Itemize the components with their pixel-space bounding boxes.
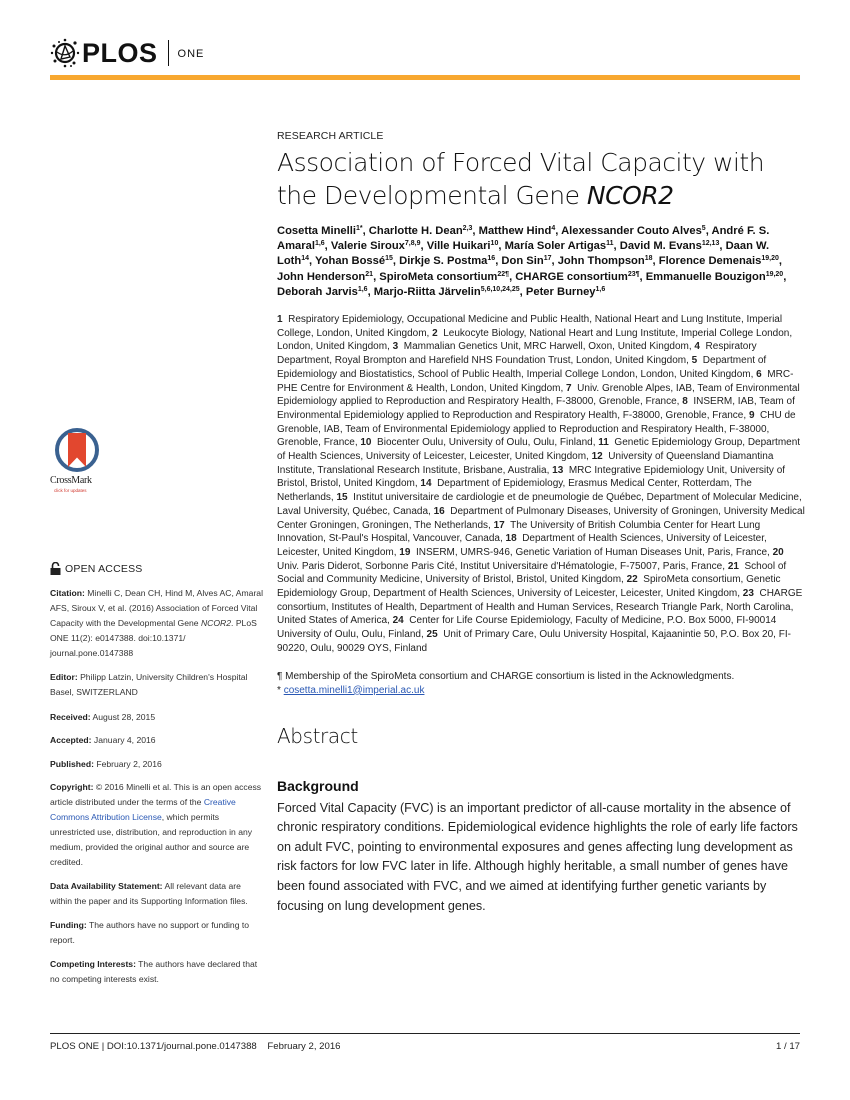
plos-one-logo[interactable] [50,36,204,70]
data-availability-text: All relevant data are within the paper and its Supporting Information files. [50,881,248,906]
author-affiliation-sup: 1,6 [314,240,325,248]
crossmark-sublabel: click for updates [54,488,87,493]
author-name: María Soler Artigas [504,240,607,253]
author-name: John Henderson [277,270,366,283]
affiliation-text: Biocenter Oulu, University of Oulu, Oulu, Finland, [371,437,599,449]
citation-gene: NCOR2 [200,618,232,628]
affiliation-text: Department of Epidemiology, Erasmus Medical Center, Rotterdam, The Netherlands, [277,478,752,504]
author-name: CHARGE consortium [515,270,628,283]
author-affiliation-sup: 1,6 [595,285,606,293]
accepted-label: Accepted: [50,735,92,745]
author-affiliation-sup: 22¶ [497,270,510,278]
logo-journal-text: ONE [177,48,205,60]
open-access-label: OPEN ACCESS [65,562,143,575]
affiliation-number: 8 [682,396,688,408]
corresponding-author [277,684,807,698]
author-name: Cosetta Minelli [277,225,356,237]
abstract-heading: Abstract [277,723,358,748]
page-number: 1 / 17 [775,1041,800,1052]
author-affiliation-sup: 5,6,10,24,25 [480,285,520,293]
editor-block [50,670,265,700]
title-text: Association of Forced Vital Capacity with the Developmental Gene [277,148,765,210]
affiliation-number: 9 [748,409,755,421]
accepted-date: January 4, 2016 [91,735,156,745]
footer-divider [50,1033,800,1034]
affiliation-number: 19 [399,546,411,558]
affiliation-number: 1 [277,314,283,326]
author-name: Peter Burney [525,285,596,298]
author-affiliation-sup: 2,3 [462,225,473,232]
affiliation-text: Department of Pulmonary Diseases, University of Groningen, University Medical Center Groningen, Groningen, The Netherlands, [277,505,805,531]
competing-interests-block [50,957,265,987]
competing-interests-label: Competing Interests: [50,959,136,969]
author-affiliation-sup: 23¶ [627,270,640,278]
affiliation-number: 18 [505,533,517,545]
author-name: John Thompson [557,255,645,268]
affiliation-number: 11 [598,437,609,449]
background-heading: Background [277,777,359,794]
data-availability-block [50,879,265,909]
header-accent-bar [50,75,800,80]
author-name: Daan W. Loth [277,240,770,268]
affiliation-text: Univ. Grenoble Alpes, IAB, Team of Environmental Epidemiology applied to Reproduction and Respiratory Health, F-38000, Grenoble, France, [277,382,800,408]
affiliation-text: Center for Life Course Epidemiology, Faculty of Medicine, P.O. Box 5000, FI-90014 University of Oulu, Oulu, Finland, [277,615,777,641]
author-affiliation-sup: 1* [355,225,363,232]
title-gene: NCOR2 [586,181,674,210]
article-type: RESEARCH ARTICLE [277,130,384,142]
affiliation-number: 15 [336,492,348,504]
author-affiliation-sup: 10 [490,240,499,248]
affiliation-text: Institut universitaire de cardiologie et de pneumologie de Québec, Department of Molecular Medicine, Laval University, Québec, Canada, [277,492,802,517]
editor-label: Editor: [50,672,78,682]
author-affiliation-sup: 16 [487,255,496,263]
funding-text: The authors have no support or funding to report. [50,920,250,945]
author-affiliation-sup: 7,8,9 [404,240,421,248]
funding-block [50,918,265,948]
affiliation-number: 4 [694,341,700,353]
author-name: Deborah Jarvis [277,285,358,298]
author-name: Emmanuelle Bouzigon [645,270,766,283]
affiliation-text: INSERM, IAB, Team of Environmental Epidemiology applied to Reproduction and Respiratory Health, F-38000, Grenoble, France, [277,396,795,421]
author-name: Alexessander Couto Alves [561,225,702,237]
affiliation-number: 5 [691,355,698,367]
citation-text: Minelli C, Dean CH, Hind M, Alves AC, Amaral AFS, Siroux V, et al. (2016) Association of Forced Vital Capacity with the Developmental Gene [50,588,263,628]
open-access-badge [50,562,142,575]
author-name: Matthew Hind [478,225,552,237]
affiliation-number: 20 [772,546,784,558]
author-name: Florence Demenais [658,255,762,268]
affiliation-text: University of Queensland Diamantina Institute, Translational Research Institute, Brisbane, Australia, [277,451,774,476]
funding-label: Funding: [50,920,87,930]
affiliation-text: Genetic Epidemiology Group, Department of Health Sciences, University of Leicester, Leicester, United Kingdom, [277,437,801,463]
affiliation-text: Department of Health Sciences, University of Leicester, Leicester, United Kingdom, [277,533,767,558]
affiliation-list [277,313,807,656]
copyright-text-2: , which permits unrestricted use, distribution, and reproduction in any medium, provided the original author and source are credited. [50,812,253,867]
affiliation-number: 25 [426,629,438,641]
affiliation-text: MRC Integrative Epidemiology Unit, University of Bristol, Bristol, United Kingdom, [277,464,786,490]
author-name: Charlotte H. Dean [368,225,463,237]
corresponding-email-link[interactable]: cosetta.minelli1@imperial.ac.uk [283,684,425,696]
author-name: Marjo-Riitta Järvelin [373,285,481,298]
article-title [277,146,807,212]
affiliation-text: CHU de Grenoble, IAB, Team of Environmental Epidemiology applied to Reproduction and Respiratory Health, F-38000, Grenoble, France, [277,409,796,449]
author-name: David M. Evans [619,240,702,253]
affiliation-number: 17 [493,519,505,531]
affiliation-text: MRC-PHE Centre for Environment & Health, London, United Kingdom, [277,368,794,394]
crossmark-label: CrossMark [50,475,92,486]
author-name: Dirkje S. Postma [399,255,488,268]
affiliation-number: 16 [433,505,445,517]
membership-note: ¶ Membership of the SpiroMeta consortium and CHARGE consortium is listed in the Acknowledgments. [277,670,735,682]
affiliation-text: Mammalian Genetics Unit, MRC Harwell, Oxon, United Kingdom, [398,341,695,353]
received-date: August 28, 2015 [90,712,156,722]
editor-text: Philipp Latzin, University Children's Hospital Basel, SWITZERLAND [50,672,248,697]
author-affiliation-sup: 19,20 [761,255,779,263]
author-affiliation-sup: 17 [543,255,552,263]
author-list: Cosetta Minelli$^{1*}$, Charlotte H. Dean$^{2,3}$, Matthew Hind$^4$, Alexessander Couto Alves$^5$, André F. S. Amaral$^{1,6}$, Valerie Siroux$^{7,8,9}$, Ville Huikari$^{10}$, María Soler Artigas$^{11}$, David M. Evans$^{12,13}$, Daan W. Loth$^{14}$, Yohan Bossé$^{15}$, Dirkje S. Postma$^{16}$, Don Sin$^{17}$, John Thompson$^{18}$, Florence Demenais$^{19,20}$, John Henderson$^{21}$, SpiroMeta consortium$^{22\P}$, CHARGE consortium$^{23\P}$, Emmanuelle Bouzigon$^{19,20}$, Deborah Jarvis$^{1,6}$, Marjo-Riitta Järvelin$^{5,6,10,24,25}$, Peter Burney$^{1,6}$ [277,225,787,298]
affiliation-number: 6 [756,368,762,380]
affiliation-number: 7 [566,382,572,394]
published-date: February 2, 2016 [93,759,162,769]
article-main [277,130,807,916]
author-affiliation-sup: 21 [365,270,374,278]
affiliation-text: Unit of Primary Care, Oulu University Hospital, Kajaanintie 50, P.O. Box 20, FI-90220, Oulu, 90029 OYS, Finland [277,629,791,654]
author-name: SpiroMeta consortium [379,270,498,283]
cc-license-link[interactable]: Creative Commons Attribution License [50,797,236,822]
affiliation-text: The University of British Columbia Center for Heart Lung Innovation, St-Paul's Hospital, Vancouver, Canada, [277,519,761,545]
background-text: Forced Vital Capacity (FVC) is an important predictor of all-cause mortality in the absence of chronic respiratory conditions. Epidemiological evidence highlights the role of early life factors on adult FVC, pointing to environmental exposures and genes affecting lung development as risk factors for low FVC later in life. Although highly heritable, a small number of genes have been found associated with FVC, and we aimed at identifying further genetic variants by focusing on lung development genes. [277,800,798,913]
open-lock-icon [50,562,61,575]
affiliation-number: 10 [360,437,372,449]
affiliation-text: School of Social and Community Medicine, University of Bristol, Bristol, United Kingdom, [277,560,787,586]
logo-plos-text: PLOS [82,37,158,68]
affiliation-text: Univ. Paris Diderot, Sorbonne Paris Cité, Institut Universitaire d'Hématologie, F-75007, Paris, France, [277,546,787,572]
affiliation-text: Department of Epidemiology and Biostatistics, School of Public Health, Imperial College London, London, United Kingdom, [277,355,767,380]
competing-interests-text: The authors have declared that no competing interests exist. [50,959,258,984]
author-affiliation-sup: 14 [301,255,310,263]
affiliation-number: 3 [392,341,399,353]
author-affiliation-sup: 11 [606,240,614,248]
affiliation-number: 12 [591,451,603,463]
author-affiliation-sup: 18 [644,255,653,263]
accepted-block [50,733,265,748]
author-affiliation-sup: 4 [551,225,556,232]
author-name: Don Sin [501,255,544,268]
citation-label: Citation: [50,588,85,598]
citation-text-2: . PLoS ONE 11(2): e0147388. doi:10.1371/ journal.pone.0147388 [50,618,257,658]
citation-block [50,586,265,661]
affiliation-number: 2 [432,327,438,339]
author-name: André F. S. Amaral [277,225,770,253]
corresponding-marker: * [277,684,281,696]
author-name: Ville Huikari [426,240,491,253]
affiliation-number: 21 [727,560,739,572]
author-affiliation-sup: 1,6 [357,285,368,293]
affiliation-text: Respiratory Department, Royal Brompton and Harefield NHS Foundation Trust, London, United Kingdom, [277,341,757,367]
received-block [50,710,265,725]
footer-citation: PLOS ONE | DOI:10.1371/journal.pone.0147388 February 2, 2016 [50,1041,341,1052]
received-label: Received: [50,712,91,722]
affiliation-number: 22 [626,574,638,586]
author-name: Yohan Bossé [315,255,386,268]
author-affiliation-sup: 15 [385,255,393,263]
copyright-label: Copyright: [50,782,94,792]
affiliation-text: Leukocyte Biology, National Heart and Lung Institute, Imperial College London, London, United Kingdom, [277,327,793,353]
copyright-text: © 2016 Minelli et al. This is an open access article distributed under the terms of the [50,782,262,807]
logo-divider [168,40,169,66]
author-affiliation-sup: 5 [701,225,706,232]
journal-header [50,36,810,72]
author-name: Valerie Siroux [330,240,405,253]
affiliation-number: 14 [420,478,432,490]
author-notes [277,670,807,698]
affiliation-text: Respiratory Epidemiology, Occupational Medicine and Public Health, National Heart and Lung Institute, Imperial College, London, United Kingdom, [277,314,783,339]
crossmark-badge[interactable] [50,428,106,496]
published-label: Published: [50,759,94,769]
affiliation-text: SpiroMeta consortium, Genetic Epidemiology Group, Department of Health Sciences, University of Leicester, Leicester, United Kingdom, [277,574,781,600]
author-affiliation-sup: 12,13 [701,240,720,248]
affiliation-number: 24 [392,615,404,627]
plos-globe-icon [50,38,80,68]
affiliation-text: CHARGE consortium, Institutes of Health, Department of Health and Human Services, Research Triangle Park, North Carolina, United States of America, [277,588,803,627]
data-availability-label: Data Availability Statement: [50,881,163,891]
affiliation-text: INSERM, UMRS-946, Genetic Variation of Human Diseases Unit, Paris, France, [410,546,773,558]
copyright-block [50,780,265,870]
affiliation-number: 13 [552,464,564,476]
published-block [50,757,265,772]
author-affiliation-sup: 19,20 [765,270,784,278]
affiliation-number: 23 [742,588,754,600]
